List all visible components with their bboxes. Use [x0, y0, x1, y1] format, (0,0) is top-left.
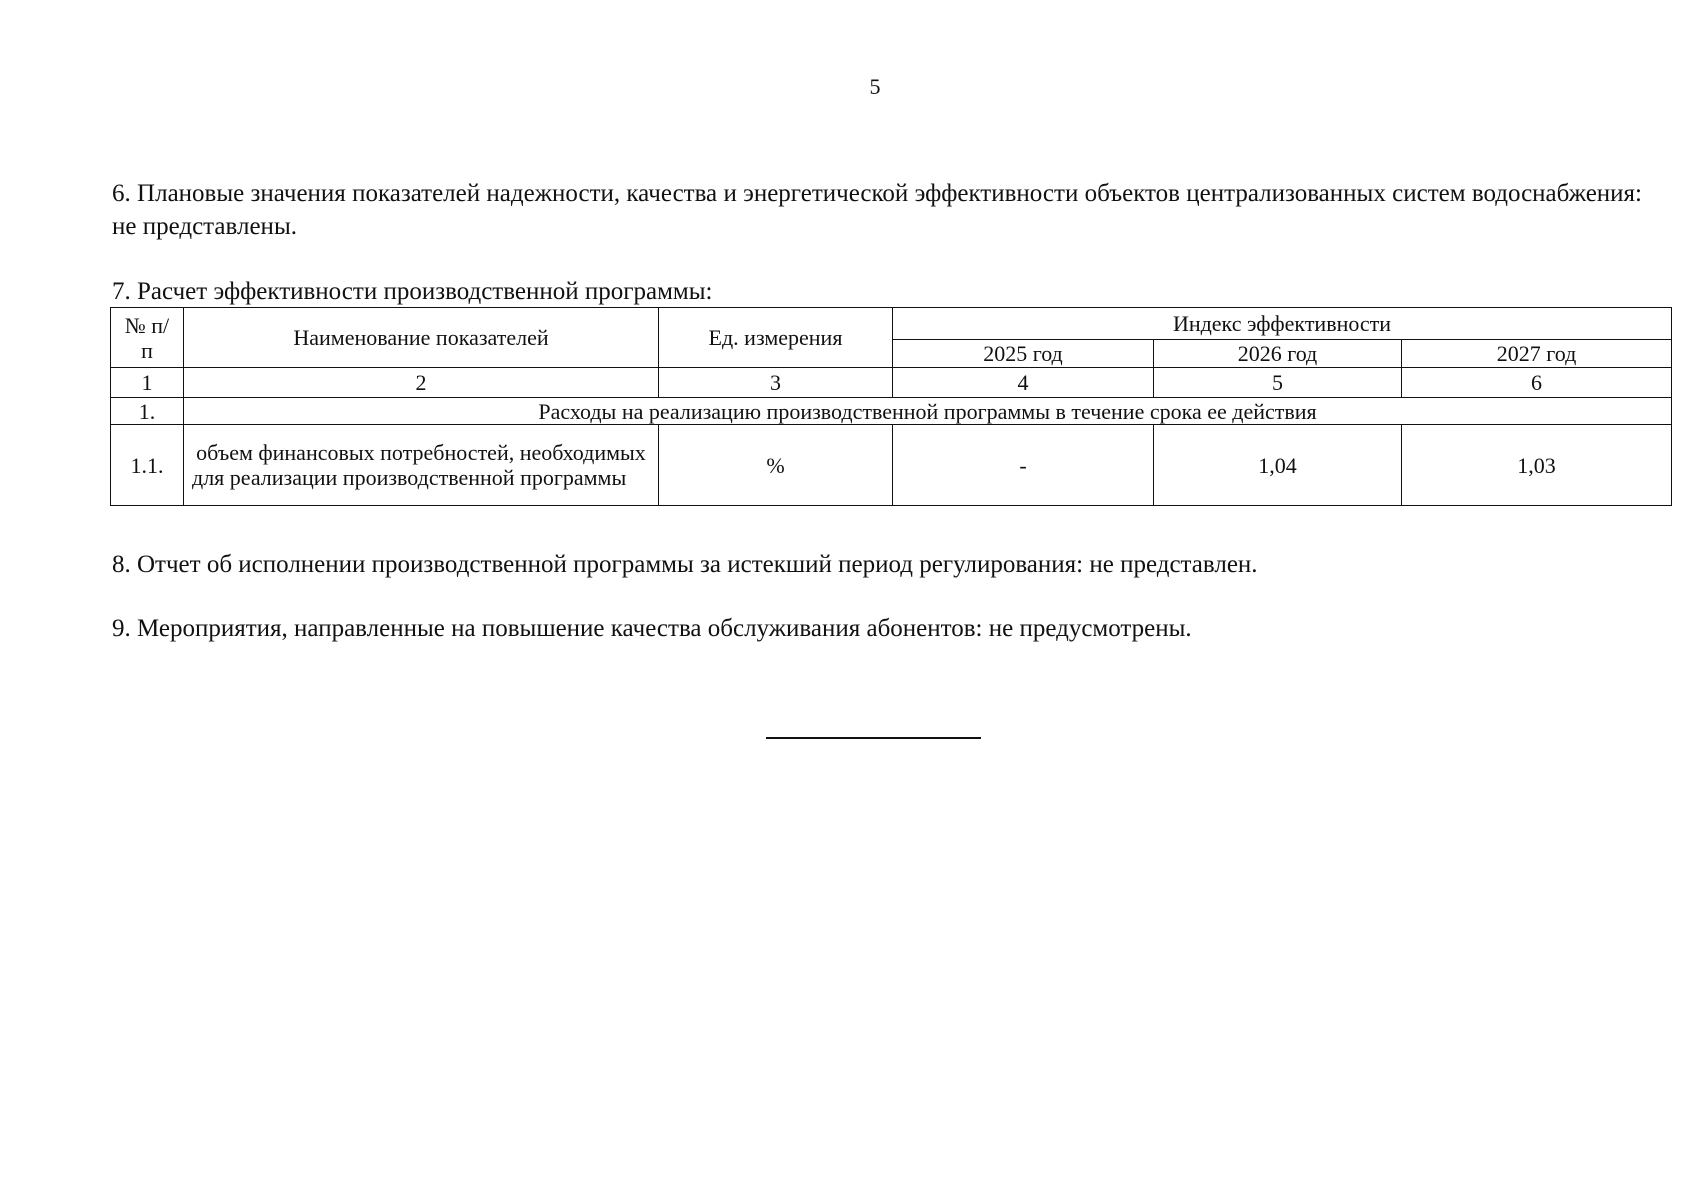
section-row-text: Расходы на реализацию производственной программы в течение срока ее действия: [184, 398, 1672, 425]
row-num: 1.1.: [111, 425, 184, 506]
header-num: № п/п: [111, 308, 184, 368]
row-name: объем финансовых потребностей, необходимых для реализации производственной программы: [184, 425, 659, 506]
closing-rule: [766, 737, 981, 739]
row-value-2026: 1,04: [1154, 425, 1402, 506]
section-9-paragraph: 9. Мероприятия, направленные на повышение качества обслуживания абонентов: не предусмотрены.: [112, 615, 1192, 642]
section-row: [111, 398, 1672, 425]
column-number: 5: [1154, 368, 1402, 398]
section-6-paragraph: 6. Плановые значения показателей надежности, качества и энергетической эффективности объектов централизованных систем водоснабжения: не представлены.: [112, 180, 1642, 240]
row-value-2025: -: [893, 425, 1154, 506]
column-number: 3: [659, 368, 893, 398]
column-number: 1: [111, 368, 184, 398]
row-unit: %: [659, 425, 893, 506]
page-number: 5: [869, 74, 881, 99]
row-value-2027: 1,03: [1402, 425, 1672, 506]
header-year: 2025 год: [893, 340, 1154, 368]
table-header-row: [111, 308, 1672, 340]
section-8-paragraph: 8. Отчет об исполнении производственной программы за истекший период регулирования: не представлен.: [112, 551, 1258, 578]
header-year: 2026 год: [1154, 340, 1402, 368]
header-year: 2027 год: [1402, 340, 1672, 368]
column-numbers-row: [111, 368, 1672, 398]
column-number: 4: [893, 368, 1154, 398]
header-index-group: Индекс эффективности: [893, 308, 1672, 340]
header-name: Наименование показателей: [184, 308, 659, 368]
column-number: 6: [1402, 368, 1672, 398]
section-row-num: 1.: [111, 398, 184, 425]
section-7-title: 7. Расчет эффективности производственной программы:: [112, 278, 713, 305]
column-number: 2: [184, 368, 659, 398]
table-row: [111, 425, 1672, 506]
efficiency-table: [110, 307, 1672, 506]
header-unit: Ед. измерения: [659, 308, 893, 368]
